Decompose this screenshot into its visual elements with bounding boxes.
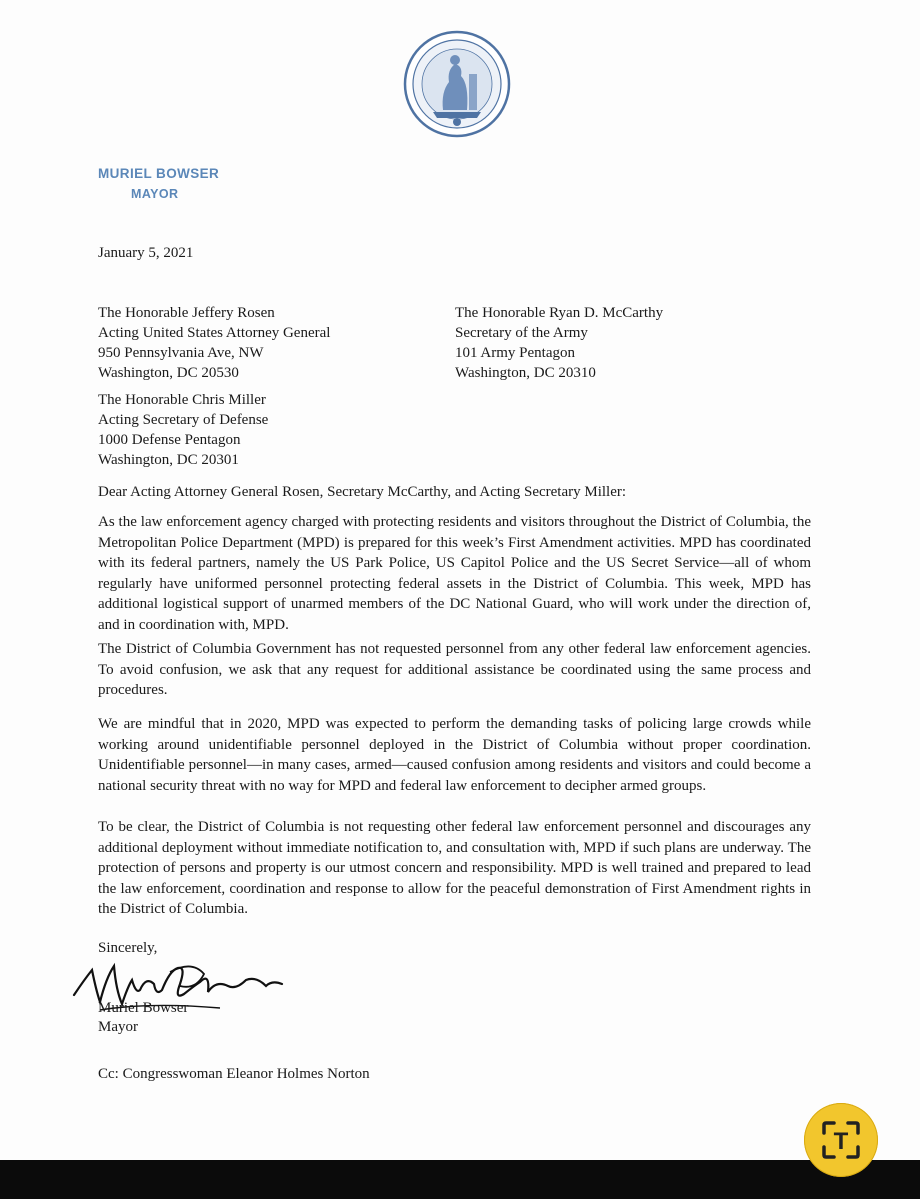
address-line: 101 Army Pentagon	[455, 345, 575, 361]
body-paragraph-3: We are mindful that in 2020, MPD was expected to perform the demanding tasks of policing large crowds while working around unidentifiable personnel deployed in the District of Columbia without proper coordination. Unidentifiable personnel—in many cases, armed—caused confusion among residents and visitors and could become a national security threat with no way for MPD and federal law enforcement to decipher armed groups.	[98, 716, 811, 794]
mayor-title: MAYOR	[131, 187, 179, 201]
dc-seal-icon	[403, 30, 511, 138]
recipient-address-rosen	[98, 303, 330, 383]
signer-name: Muriel Bowser	[98, 1000, 189, 1016]
salutation: Dear Acting Attorney General Rosen, Secretary McCarthy, and Acting Secretary Miller:	[98, 484, 627, 500]
mayor-name: MURIEL BOWSER	[98, 166, 220, 181]
address-line: Washington, DC 20530	[98, 365, 239, 381]
text-scan-icon	[804, 1103, 878, 1177]
address-line: Washington, DC 20301	[98, 452, 239, 468]
address-line: The Honorable Jeffery Rosen	[98, 305, 275, 321]
address-line: Acting United States Attorney General	[98, 325, 331, 341]
address-line: 1000 Defense Pentagon	[98, 432, 241, 448]
address-line: The Honorable Ryan D. McCarthy	[455, 305, 664, 321]
recipient-address-miller	[98, 390, 268, 470]
letter-date: January 5, 2021	[98, 245, 194, 261]
cc-line: Cc: Congresswoman Eleanor Holmes Norton	[98, 1066, 370, 1082]
body-paragraph-2: The District of Columbia Government has not requested personnel from any other federal law enforcement agencies. To avoid confusion, we ask that any request for additional assistance be coordinated using the same process and procedures.	[98, 641, 811, 698]
recipient-address-mccarthy	[455, 303, 663, 383]
address-line: Acting Secretary of Defense	[98, 412, 269, 428]
text-scan-button[interactable]	[804, 1103, 878, 1177]
address-line: Secretary of the Army	[455, 325, 588, 341]
body-paragraph-4: To be clear, the District of Columbia is not requesting other federal law enforcement personnel and discourages any additional deployment without immediate notification to, and consultation with, MPD if such plans are underway. The protection of persons and property is our utmost concern and responsibility. MPD is well trained and prepared to lead the law enforcement, coordination and response to allow for the peaceful demonstration of First Amendment rights in the District of Columbia.	[98, 819, 811, 917]
closing: Sincerely,	[98, 940, 158, 956]
badge-letter: T	[833, 1128, 849, 1155]
signer-title: Mayor	[98, 1019, 138, 1035]
address-line: The Honorable Chris Miller	[98, 392, 266, 408]
bottom-bar	[0, 1160, 920, 1199]
address-line: 950 Pennsylvania Ave, NW	[98, 345, 264, 361]
body-paragraph-1: As the law enforcement agency charged with protecting residents and visitors throughout the District of Columbia, the Metropolitan Police Department (MPD) is prepared for this week’s First Amendment activities. MPD has coordinated with its federal partners, namely the US Park Police, US Capitol Police and the US Secret Service—all of whom regularly have uniformed personnel protecting federal assets in the District of Columbia. This week, MPD has additional logistical support of unarmed members of the DC National Guard, who will work under the direction of, and in coordination with, MPD.	[98, 514, 811, 633]
address-line: Washington, DC 20310	[455, 365, 596, 381]
